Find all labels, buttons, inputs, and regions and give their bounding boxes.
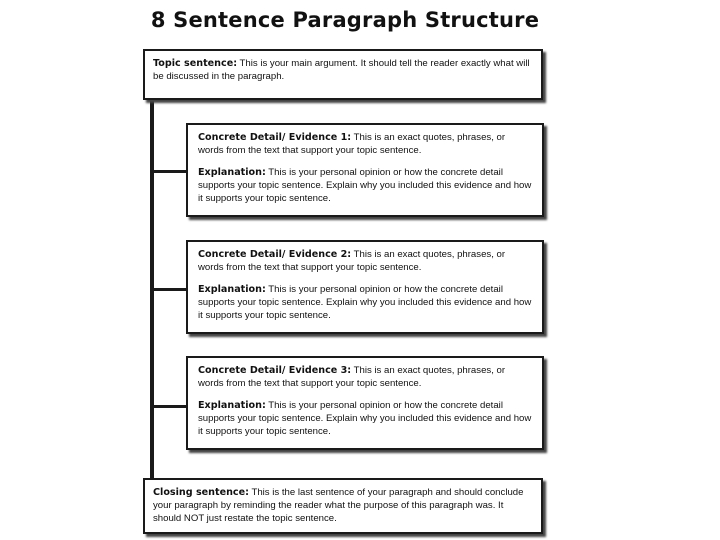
- evidence-1-text: This is an exact quotes, phrases, or words from the text that support your topic sentence.: [198, 132, 506, 156]
- evidence-3-text: This is an exact quotes, phrases, or words from the text that support your topic sentence.: [198, 365, 506, 389]
- connector-branch-1: [150, 170, 188, 173]
- explanation-2-text: This is your personal opinion or how the concrete detail supports your topic sentence. Explain why you included this evidence and how it supports your topic sentence.: [198, 284, 532, 321]
- page-title: 8 Sentence Paragraph Structure: [150, 8, 540, 32]
- topic-label: Topic sentence:: [153, 58, 238, 69]
- connector-branch-2: [150, 288, 188, 291]
- closing-text: This is the last sentence of your paragraph and should conclude your paragraph by reminding the reader what the purpose of this paragraph was. It should NOT just restate the topic sentence.: [153, 487, 524, 524]
- closing-sentence-box: [143, 478, 543, 534]
- explanation-1-label: Explanation:: [198, 167, 266, 178]
- closing-label: Closing sentence:: [153, 487, 249, 498]
- topic-sentence-box: [143, 49, 543, 100]
- explanation-3-label: Explanation:: [198, 400, 266, 411]
- connector-branch-3: [150, 405, 188, 408]
- explanation-2-label: Explanation:: [198, 284, 266, 295]
- evidence-1-label: Concrete Detail/ Evidence 1:: [198, 132, 352, 143]
- evidence-3-label: Concrete Detail/ Evidence 3:: [198, 365, 352, 376]
- evidence-2-text: This is an exact quotes, phrases, or words from the text that support your topic sentence.: [198, 249, 506, 273]
- evidence-2-label: Concrete Detail/ Evidence 2:: [198, 249, 352, 260]
- evidence-box-2: [186, 240, 544, 334]
- evidence-box-1: [186, 123, 544, 217]
- explanation-3-text: This is your personal opinion or how the concrete detail supports your topic sentence. Explain why you included this evidence and how it supports your topic sentence.: [198, 400, 532, 437]
- evidence-box-3: [186, 356, 544, 450]
- topic-text: This is your main argument. It should tell the reader exactly what will be discussed in the paragraph.: [153, 58, 530, 82]
- explanation-1-text: This is your personal opinion or how the concrete detail supports your topic sentence. Explain why you included this evidence and how it supports your topic sentence.: [198, 167, 532, 204]
